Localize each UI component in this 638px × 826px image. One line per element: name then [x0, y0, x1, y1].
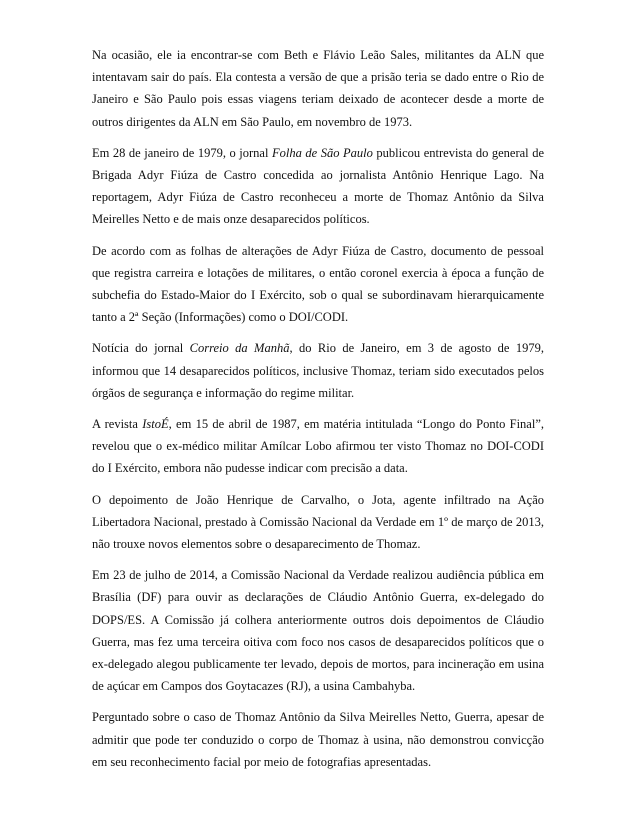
paragraph-text: publicou entrevista do general de Brigada Adyr Fiúza de Castro concedida ao jornalista Antônio Henrique Lago. Na reportagem, Adyr Fiúza de Castro reconheceu a morte de Thomaz Antônio da Silva Meirelles Netto e de mais onze desaparecidos políticos. — [92, 145, 544, 227]
newspaper-title: Folha de São Paulo — [272, 145, 373, 160]
paragraph-text: Notícia do jornal — [92, 341, 190, 356]
paragraph-text: A revista — [92, 417, 143, 432]
document-page — [92, 44, 544, 782]
paragraph-folha-interview — [92, 142, 544, 231]
paragraph-text: , em 15 de abril de 1987, em matéria intitulada “Longo do Ponto Final”, revelou que o ex-médico militar Amílcar Lobo afirmou ter visto Thomaz no DOI-CODI do I Exército, embora não pudesse indicar com precisão a data. — [92, 417, 544, 476]
paragraph-jota-testimony: O depoimento de João Henrique de Carvalho, o Jota, agente infiltrado na Ação Libertadora Nacional, prestado à Comissão Nacional da Verdade em 1º de março de 2013, não trouxe novos elementos sobre o desaparecimento de Thomaz. — [92, 492, 544, 552]
newspaper-title: Correio da Manhã — [189, 341, 290, 356]
paragraph-correio-news — [92, 337, 544, 404]
paragraph-public-hearing: Em 23 de julho de 2014, a Comissão Nacional da Verdade realizou audiência pública em Brasília (DF) para ouvir as declarações de Cláudio Antônio Guerra, ex-delegado do DOPS/ES. A Comissão já colhera anteriormente outros dois depoimentos de Cláudio Guerra, mas fez uma terceira oitiva com foco nos casos de desaparecidos políticos que o ex-delegado alegou publicamente ter levado, depois de mortos, para incineração em usina de açúcar em Campos dos Goytacazes (RJ), a usina Cambahyba. — [92, 568, 544, 694]
paragraph-istoe-magazine — [92, 413, 544, 480]
magazine-title: IstoÉ — [142, 417, 169, 432]
paragraph-service-record: De acordo com as folhas de alterações de Adyr Fiúza de Castro, documento de pessoal que registra carreira e lotações de militares, o então coronel exercia à época a função de subchefia do Estado-Maior do I Exército, sob o qual se subordinavam hierarquicamente tanto a 2ª Seção (Informações) como o DOI/CODI. — [92, 243, 544, 325]
paragraph-text: Em 28 de janeiro de 1979, o jornal — [92, 145, 272, 160]
paragraph-text: , do Rio de Janeiro, em 3 de agosto de 1979, informou que 14 desaparecidos políticos, inclusive Thomaz, teriam sido executados pelos órgãos de segurança e informação do regime militar. — [92, 341, 544, 400]
paragraph-guerra-questioned: Perguntado sobre o caso de Thomaz Antônio da Silva Meirelles Netto, Guerra, apesar de admitir que pode ter conduzido o corpo de Thomaz à usina, não demonstrou convicção em seu reconhecimento facial por meio de fotografias apresentadas. — [92, 710, 544, 769]
paragraph-meeting-aln: Na ocasião, ele ia encontrar-se com Beth e Flávio Leão Sales, militantes da ALN que intentavam sair do país. Ela contesta a versão de que a prisão teria se dado entre o Rio de Janeiro e São Paulo pois essas viagens teriam deixado de acontecer desde a morte de outros dirigentes da ALN em São Paulo, em novembro de 1973. — [92, 48, 544, 129]
